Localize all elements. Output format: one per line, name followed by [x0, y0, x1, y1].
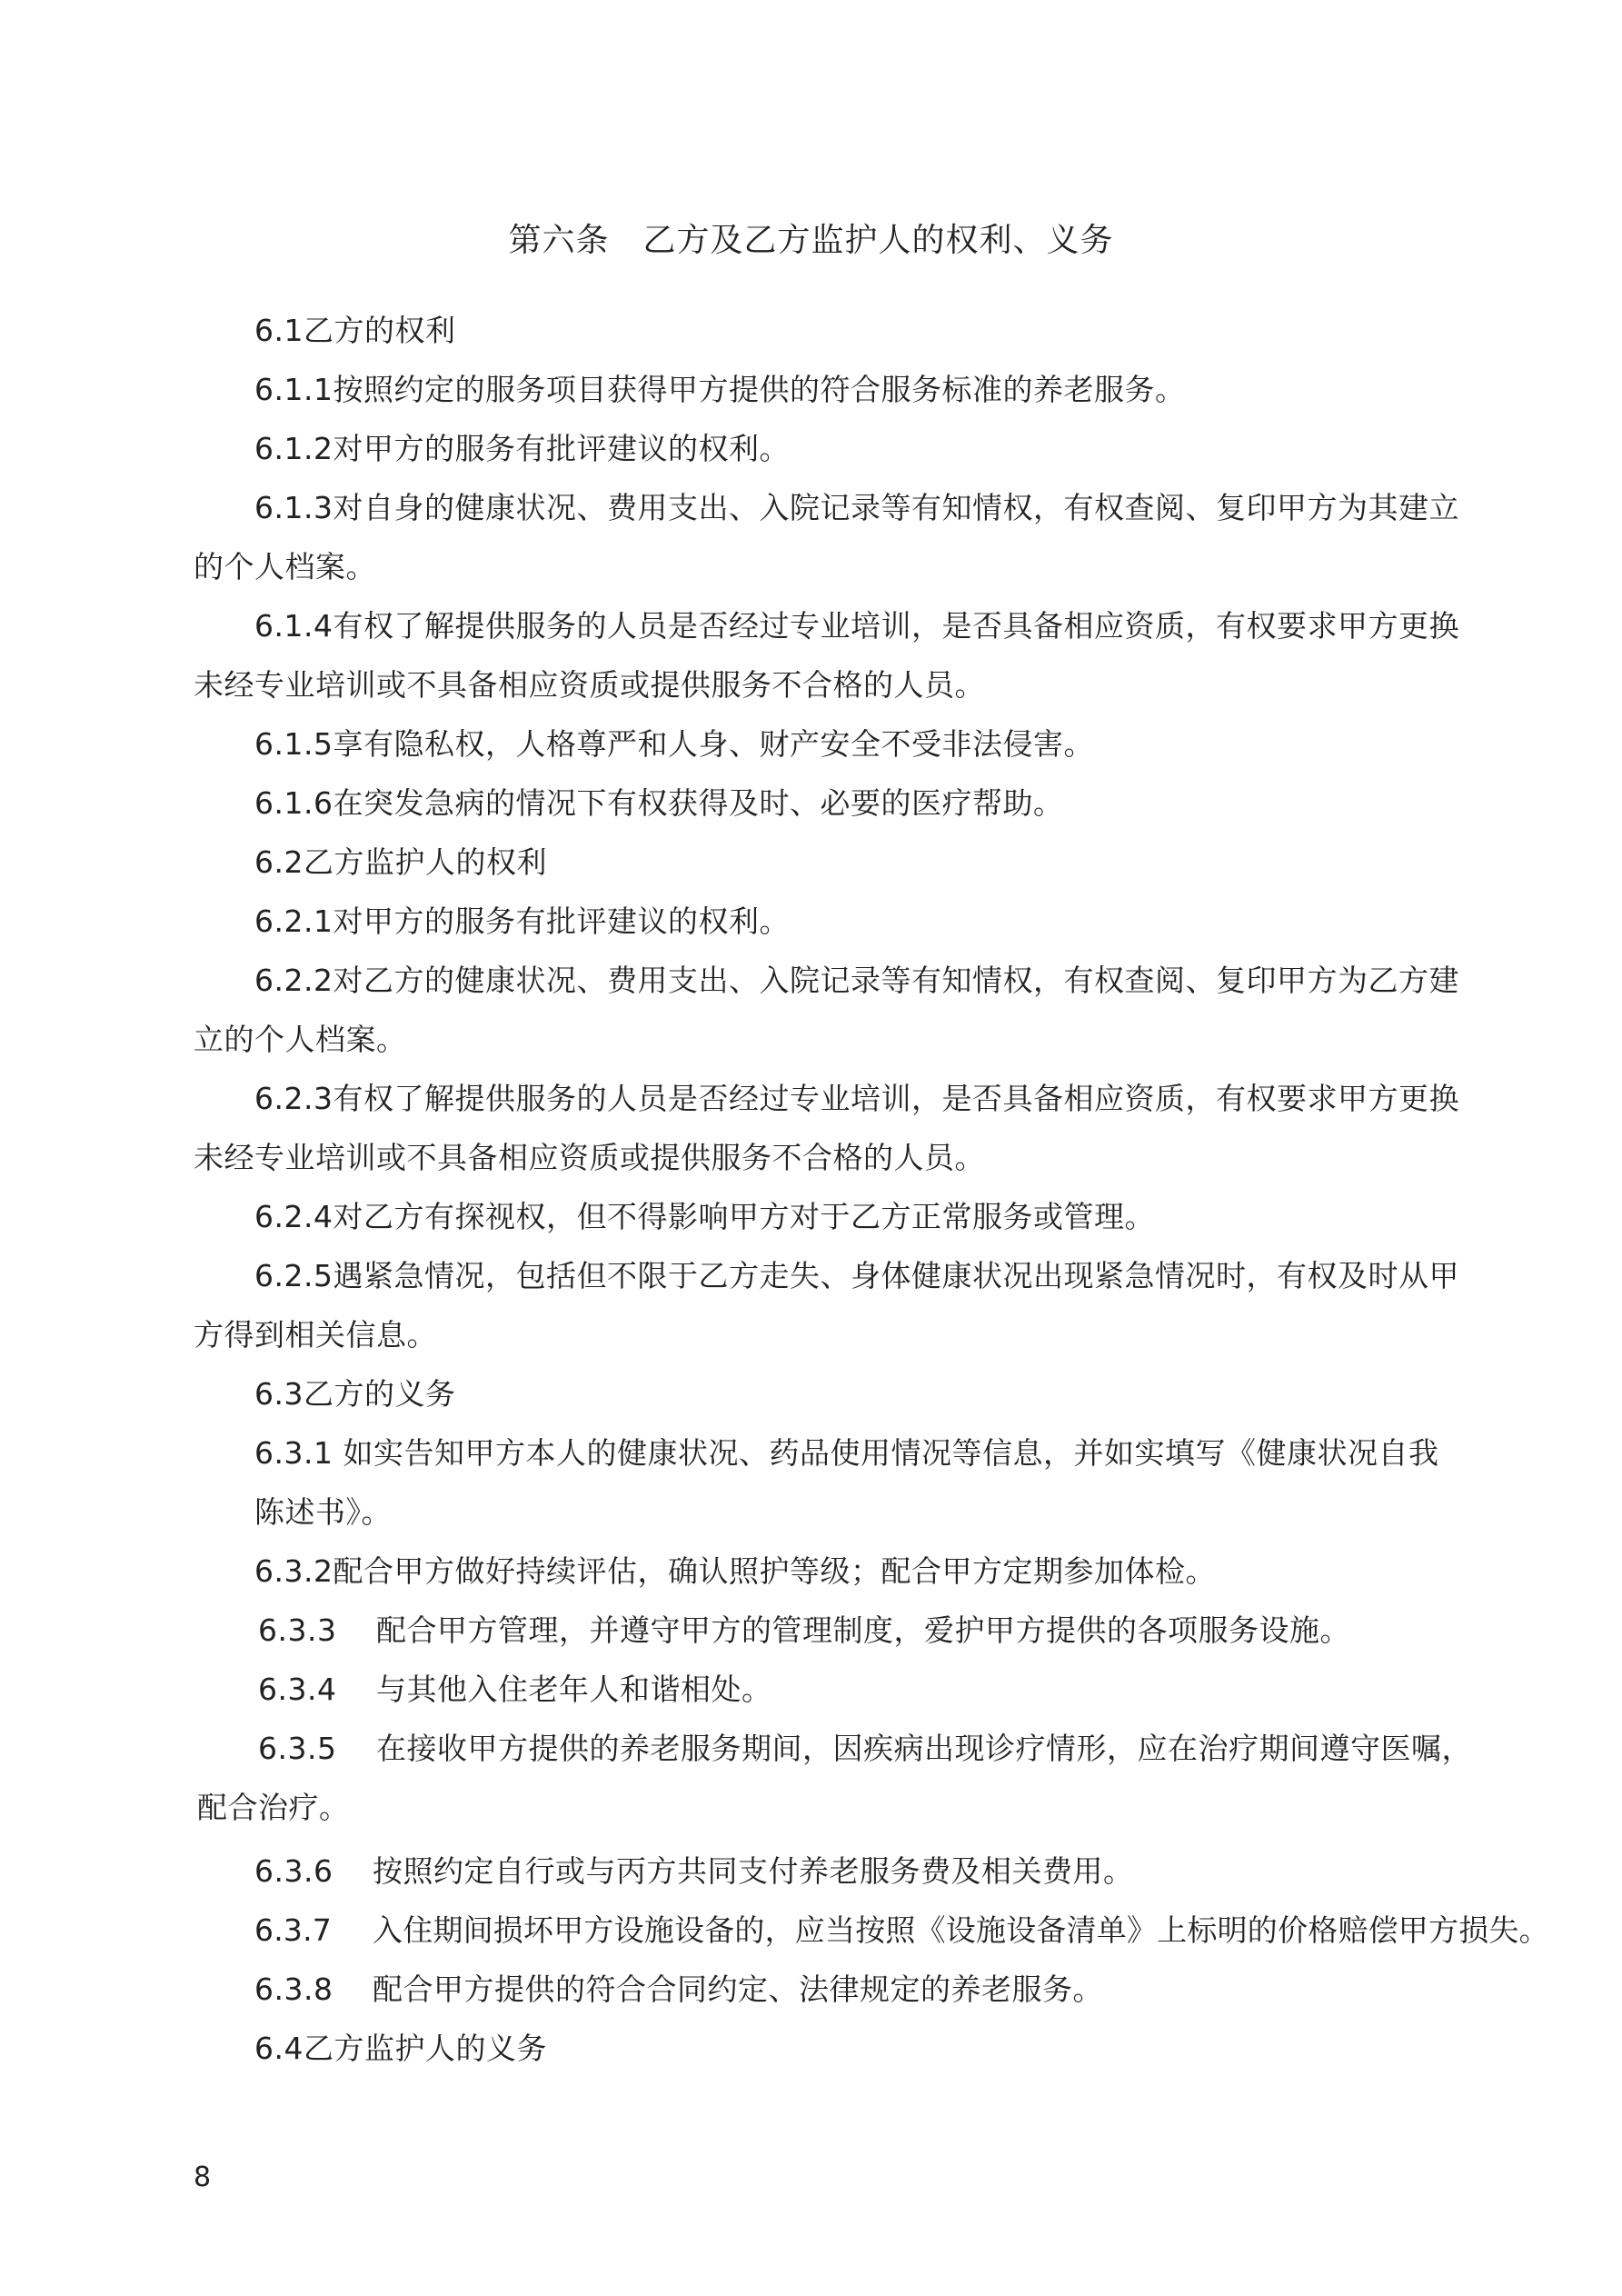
clause-6-3-5 [258, 1725, 1472, 1768]
clause-number: 6.3.6 [254, 1853, 333, 1889]
clause-6-3-5-cont: 配合治疗。 [197, 1790, 350, 1825]
clause-6-1-2: 6.1.2对甲方的服务有批评建议的权利。 [254, 431, 790, 466]
clause-text: 按照约定自行或与丙方共同支付养老服务费及相关费用。 [373, 1853, 1134, 1889]
section-heading-6-1: 6.1乙方的权利 [254, 313, 456, 348]
clause-number: 6.3.5 [258, 1731, 337, 1766]
clause-6-1-6: 6.1.6在突发急病的情况下有权获得及时、必要的医疗帮助。 [254, 785, 1064, 821]
clause-6-2-5-cont: 方得到相关信息。 [194, 1317, 437, 1353]
clause-6-1-3: 6.1.3对自身的健康状况、费用支出、入院记录等有知情权，有权查阅、复印甲方为其建立 [254, 490, 1459, 525]
section-heading-6-2: 6.2乙方监护人的权利 [254, 844, 547, 880]
clause-6-3-3 [258, 1607, 1350, 1650]
clause-6-3-2: 6.3.2配合甲方做好持续评估，确认照护等级；配合甲方定期参加体检。 [254, 1553, 1216, 1589]
clause-text: 配合甲方提供的符合合同约定、法律规定的养老服务。 [373, 1972, 1103, 2007]
clause-text: 在接收甲方提供的养老服务期间，因疾病出现诊疗情形，应在治疗期间遵守医嘱， [376, 1731, 1472, 1766]
clause-6-2-4: 6.2.4对乙方有探视权，但不得影响甲方对于乙方正常服务或管理。 [254, 1199, 1155, 1234]
clause-6-2-5: 6.2.5遇紧急情况，包括但不限于乙方走失、身体健康状况出现紧急情况时，有权及时从甲 [254, 1258, 1459, 1293]
clause-6-3-8 [254, 1966, 1103, 2009]
page-number: 8 [194, 2161, 212, 2193]
clause-number: 6.3.3 [258, 1612, 337, 1648]
section-heading-6-4: 6.4乙方监护人的义务 [254, 2031, 547, 2066]
clause-6-2-2: 6.2.2对乙方的健康状况、费用支出、入院记录等有知情权，有权查阅、复印甲方为乙方建 [254, 963, 1459, 998]
clause-6-2-2-cont: 立的个人档案。 [194, 1022, 407, 1057]
clause-6-2-3-cont: 未经专业培训或不具备相应资质或提供服务不合格的人员。 [194, 1140, 985, 1175]
clause-6-2-1: 6.2.1对甲方的服务有批评建议的权利。 [254, 903, 790, 939]
clause-number: 6.3.7 [254, 1912, 332, 1948]
article-title: 第六条 乙方及乙方监护人的权利、义务 [508, 222, 1114, 259]
clause-6-1-5: 6.1.5享有隐私权，人格尊严和人身、财产安全不受非法侵害。 [254, 726, 1094, 762]
section-heading-6-3: 6.3乙方的义务 [254, 1376, 456, 1412]
clause-text: 与其他入住老年人和谐相处。 [376, 1672, 772, 1707]
clause-6-3-1-cont: 陈述书》。 [254, 1494, 392, 1530]
clause-number: 6.3.8 [254, 1972, 333, 2007]
clause-6-1-3-cont: 的个人档案。 [194, 549, 376, 584]
clause-6-1-1: 6.1.1按照约定的服务项目获得甲方提供的符合服务标准的养老服务。 [254, 372, 1186, 407]
clause-number: 6.3.4 [258, 1672, 337, 1707]
clause-6-3-6 [254, 1848, 1134, 1891]
clause-6-1-4: 6.1.4有权了解提供服务的人员是否经过专业培训，是否具备相应资质，有权要求甲方更换 [254, 608, 1459, 644]
clause-6-3-7 [254, 1907, 1549, 1950]
clause-text: 入住期间损坏甲方设施设备的，应当按照《设施设备清单》上标明的价格赔偿甲方损失。 [373, 1912, 1549, 1948]
clause-6-2-3: 6.2.3有权了解提供服务的人员是否经过专业培训，是否具备相应资质，有权要求甲方更换 [254, 1081, 1459, 1116]
clause-text: 配合甲方管理，并遵守甲方的管理制度，爱护甲方提供的各项服务设施。 [376, 1612, 1350, 1648]
clause-6-3-4 [258, 1666, 772, 1709]
clause-6-1-4-cont: 未经专业培训或不具备相应资质或提供服务不合格的人员。 [194, 667, 985, 703]
clause-6-3-1: 6.3.1 如实告知甲方本人的健康状况、药品使用情况等信息，并如实填写《健康状况自我 [254, 1435, 1439, 1471]
